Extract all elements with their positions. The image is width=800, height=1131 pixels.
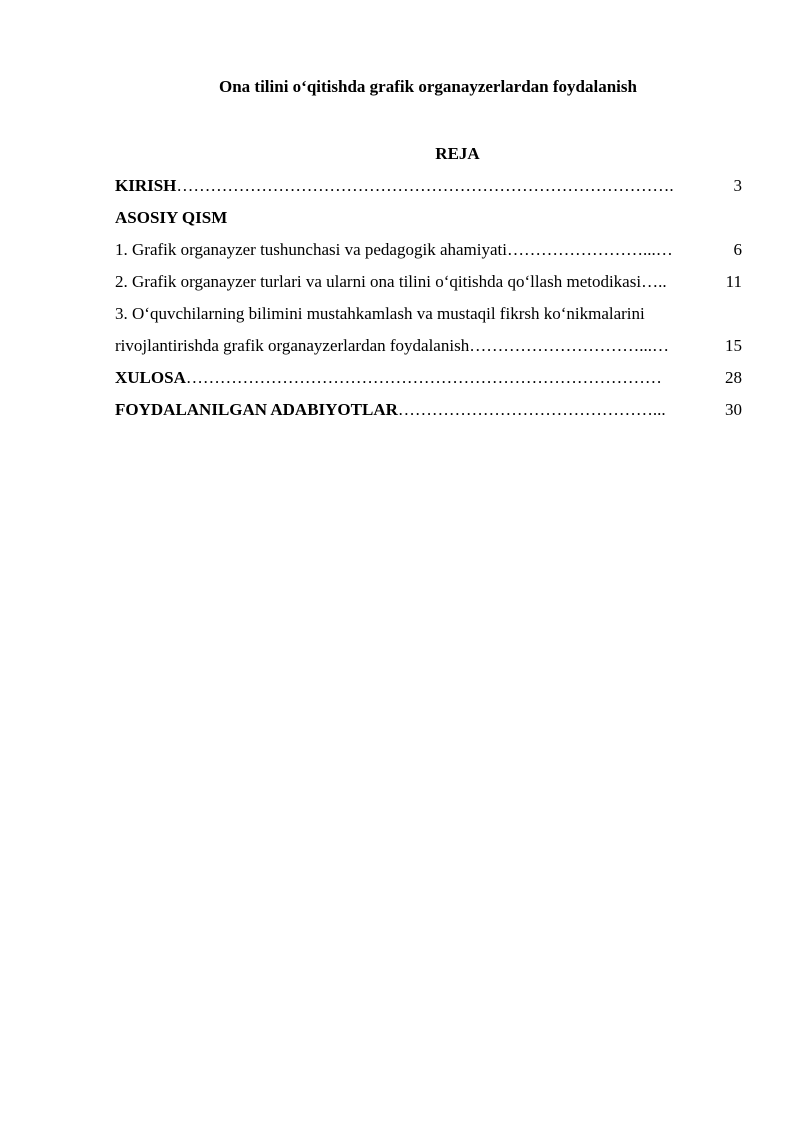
toc-entry-item-3-line-1: [115, 303, 742, 335]
toc-entry-label: rivojlantirishda grafik organayzerlardan foydalanish: [115, 336, 470, 355]
document-title: Ona tilini o‘qitishda grafik organayzerlardan foydalanish: [219, 77, 637, 96]
toc-page-number: 3: [733, 176, 742, 195]
toc-dot-leader: ………………………………………...: [397, 400, 666, 419]
toc-entry-asosiy-qism: [115, 207, 742, 239]
toc-entry-label: 3. O‘quvchilarning bilimini mustahkamlash va mustaqil fikrsh ko‘nikmalarini: [115, 304, 645, 323]
toc-entry-xulosa: [115, 367, 742, 399]
toc-entry-label: 1. Grafik organayzer tushunchasi va pedagogik ahamiyati: [115, 240, 507, 259]
toc-page-number: 30: [725, 400, 742, 419]
toc-dot-leader: …………………………………………………………………………: [185, 368, 662, 387]
toc-entry-item-3-line-2: [115, 335, 742, 367]
toc-page-number: 15: [725, 336, 742, 355]
toc-entry-label: ASOSIY QISM: [115, 208, 228, 227]
toc-entry-label: FOYDALANILGAN ADABIYOTLAR: [115, 400, 398, 419]
toc-entry-adabiyotlar: [115, 399, 742, 431]
toc-entry-kirish: [115, 175, 742, 207]
toc-dot-leader: ……………………...…: [506, 240, 673, 259]
table-of-contents: [115, 175, 742, 431]
toc-page-number: 28: [725, 368, 742, 387]
toc-page-number: 6: [733, 240, 742, 259]
toc-dot-leader: …..: [641, 272, 667, 291]
toc-dot-leader: …………………………...…: [469, 336, 669, 355]
plan-heading: REJA: [435, 144, 480, 163]
toc-entry-item-1: [115, 239, 742, 271]
toc-dot-leader: …………………………………………………………………………….: [176, 176, 674, 195]
toc-entry-label: 2. Grafik organayzer turlari va ularni ona tilini o‘qitishda qo‘llash metodikasi: [115, 272, 642, 291]
toc-page-number: 11: [725, 272, 742, 291]
toc-entry-label: KIRISH: [115, 176, 177, 195]
toc-entry-item-2: [115, 271, 742, 303]
toc-entry-label: XULOSA: [115, 368, 186, 387]
